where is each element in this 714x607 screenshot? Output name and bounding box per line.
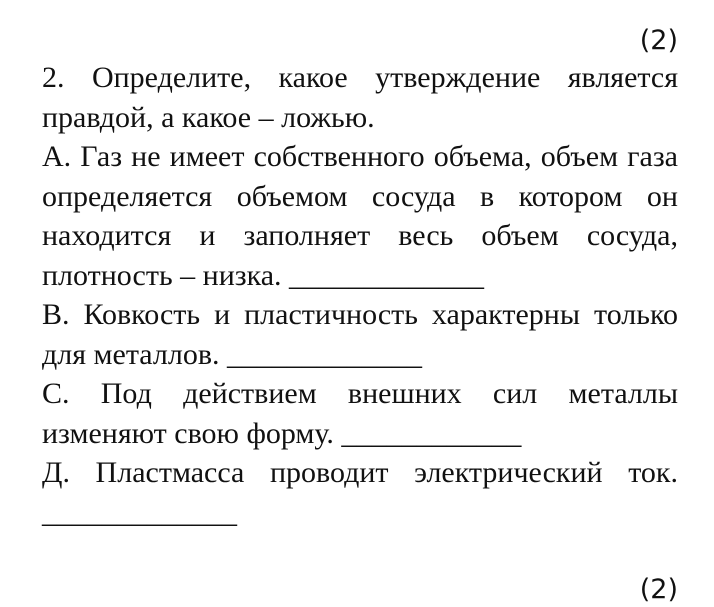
statement-b-text: В. Ковкость и пластичность характерны только для металлов. [42,298,678,371]
statement-d-text: Д. Пластмасса проводит электрический ток. [42,456,678,489]
statement-b-answer-blank[interactable]: _____________ [227,337,422,371]
worksheet-page [42,24,678,532]
statement-c [42,374,678,453]
statement-c-text: С. Под действием внешних сил металлы изменяют свою форму. [42,377,678,450]
statement-a-answer-blank[interactable]: _____________ [289,258,485,292]
statement-c-answer-blank[interactable]: ____________ [341,416,522,450]
statement-a [42,137,678,295]
statement-b [42,295,678,374]
score-label-top: (2) [639,25,678,56]
statement-a-text: А. Газ не имеет собственного объема, объем газа определяется объемом сосуда в котором он находится и заполняет весь объем сосуда, плотность – низка. [42,140,678,292]
question-text: 2. Определите, какое утверждение является правдой, а какое – ложью. [42,61,678,134]
statement-d [42,453,678,532]
score-label-bottom: (2) [639,574,678,605]
statement-d-answer-blank[interactable]: _____________ [42,495,237,529]
